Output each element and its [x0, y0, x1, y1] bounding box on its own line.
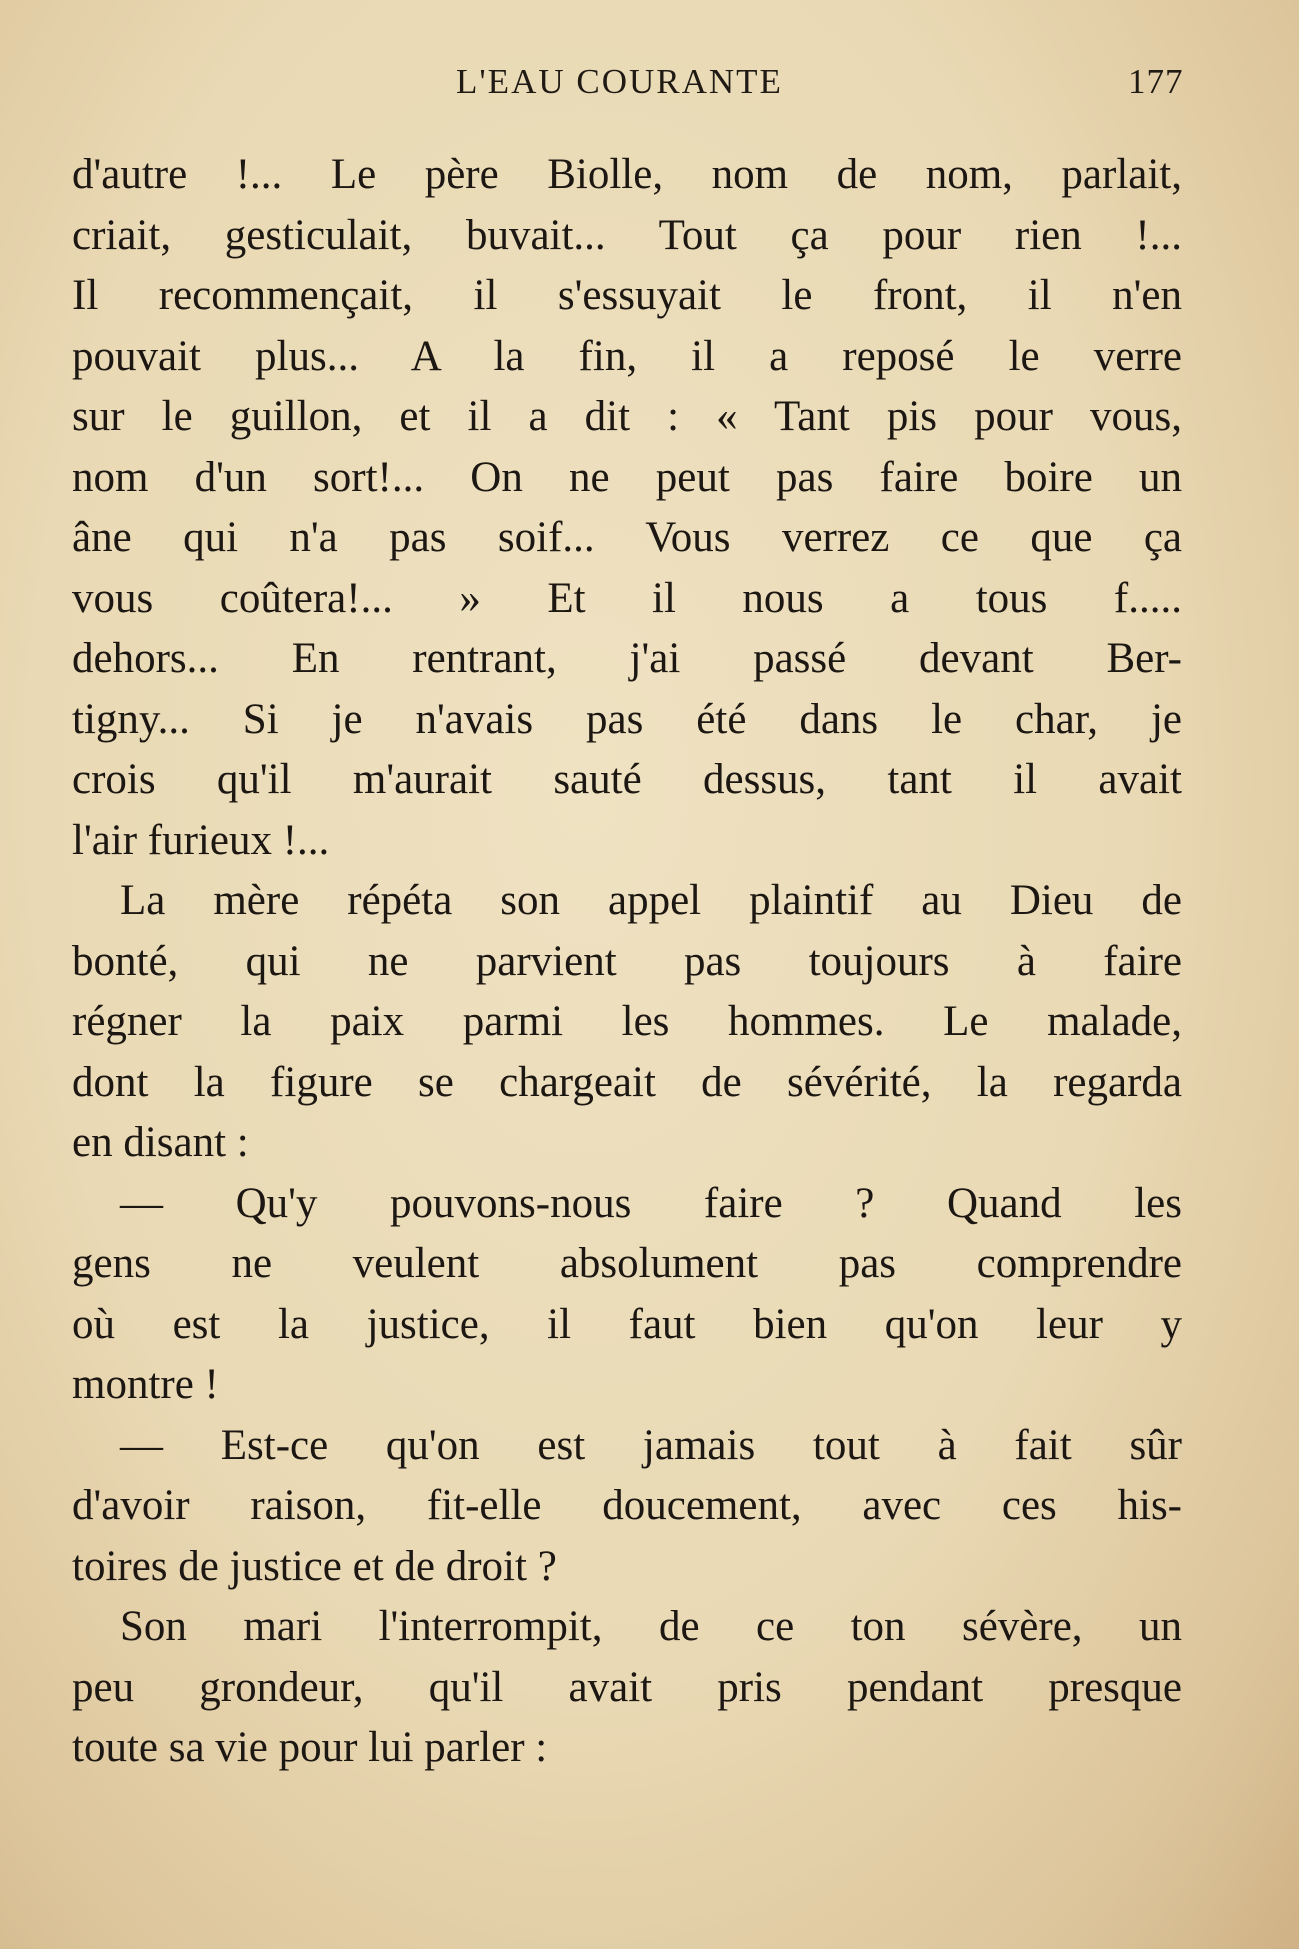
text-line: vous coûtera!... » Et il nous a tous f..... [72, 574, 1182, 622]
text-line: l'air furieux !... [72, 816, 330, 864]
body-text [72, 145, 1182, 1779]
text-line: — Qu'y pouvons-nous faire ? Quand les [120, 1179, 1182, 1227]
text-line: dehors... En rentrant, j'ai passé devant Ber- [72, 635, 1182, 682]
text-line: toute sa vie pour lui parler : [72, 1724, 548, 1771]
paragraph [72, 145, 1182, 871]
text-line: âne qui n'a pas soif... Vous verrez ce que ça [72, 514, 1182, 561]
text-line: criait, gesticulait, buvait... Tout ça pour rien !... [72, 211, 1182, 259]
page-number: 177 [1128, 62, 1184, 101]
text-line: La mère répéta son appel plaintif au Dieu de [120, 877, 1182, 924]
text-line: gens ne veulent absolument pas comprendre [72, 1240, 1182, 1287]
text-line: d'autre !... Le père Biolle, nom de nom, parlait, [72, 151, 1182, 198]
paragraph [72, 871, 1182, 1174]
running-title: L'EAU COURANTE [456, 62, 783, 101]
text-line: nom d'un sort!... On ne peut pas faire boire un [72, 453, 1182, 501]
text-line: bonté, qui ne parvient pas toujours à faire [72, 937, 1182, 985]
text-line: régner la paix parmi les hommes. Le malade, [72, 998, 1182, 1045]
text-line: Son mari l'interrompit, de ce ton sévère, un [120, 1603, 1182, 1650]
text-line: dont la figure se chargeait de sévérité, la regarda [72, 1058, 1182, 1106]
text-line: d'avoir raison, fit-elle doucement, avec ces his- [72, 1482, 1182, 1529]
text-line: en disant : [72, 1119, 249, 1166]
text-line: où est la justice, il faut bien qu'on leur y [72, 1300, 1182, 1348]
text-line: sur le guillon, et il a dit : « Tant pis pour vous, [72, 393, 1182, 440]
paragraph [72, 1174, 1182, 1416]
text-line: crois qu'il m'aurait sauté dessus, tant il avait [72, 756, 1182, 803]
text-line: — Est-ce qu'on est jamais tout à fait sûr [120, 1421, 1182, 1469]
paragraph [72, 1597, 1182, 1779]
text-line: pouvait plus... A la fin, il a reposé le verre [72, 332, 1182, 380]
text-line: tigny... Si je n'avais pas été dans le char, je [72, 695, 1182, 743]
running-head [0, 62, 1299, 112]
text-line: peu grondeur, qu'il avait pris pendant presque [72, 1663, 1182, 1711]
text-line: montre ! [72, 1361, 219, 1408]
text-line: toires de justice et de droit ? [72, 1542, 557, 1590]
paragraph [72, 1416, 1182, 1598]
text-line: Il recommençait, il s'essuyait le front, il n'en [72, 272, 1182, 319]
